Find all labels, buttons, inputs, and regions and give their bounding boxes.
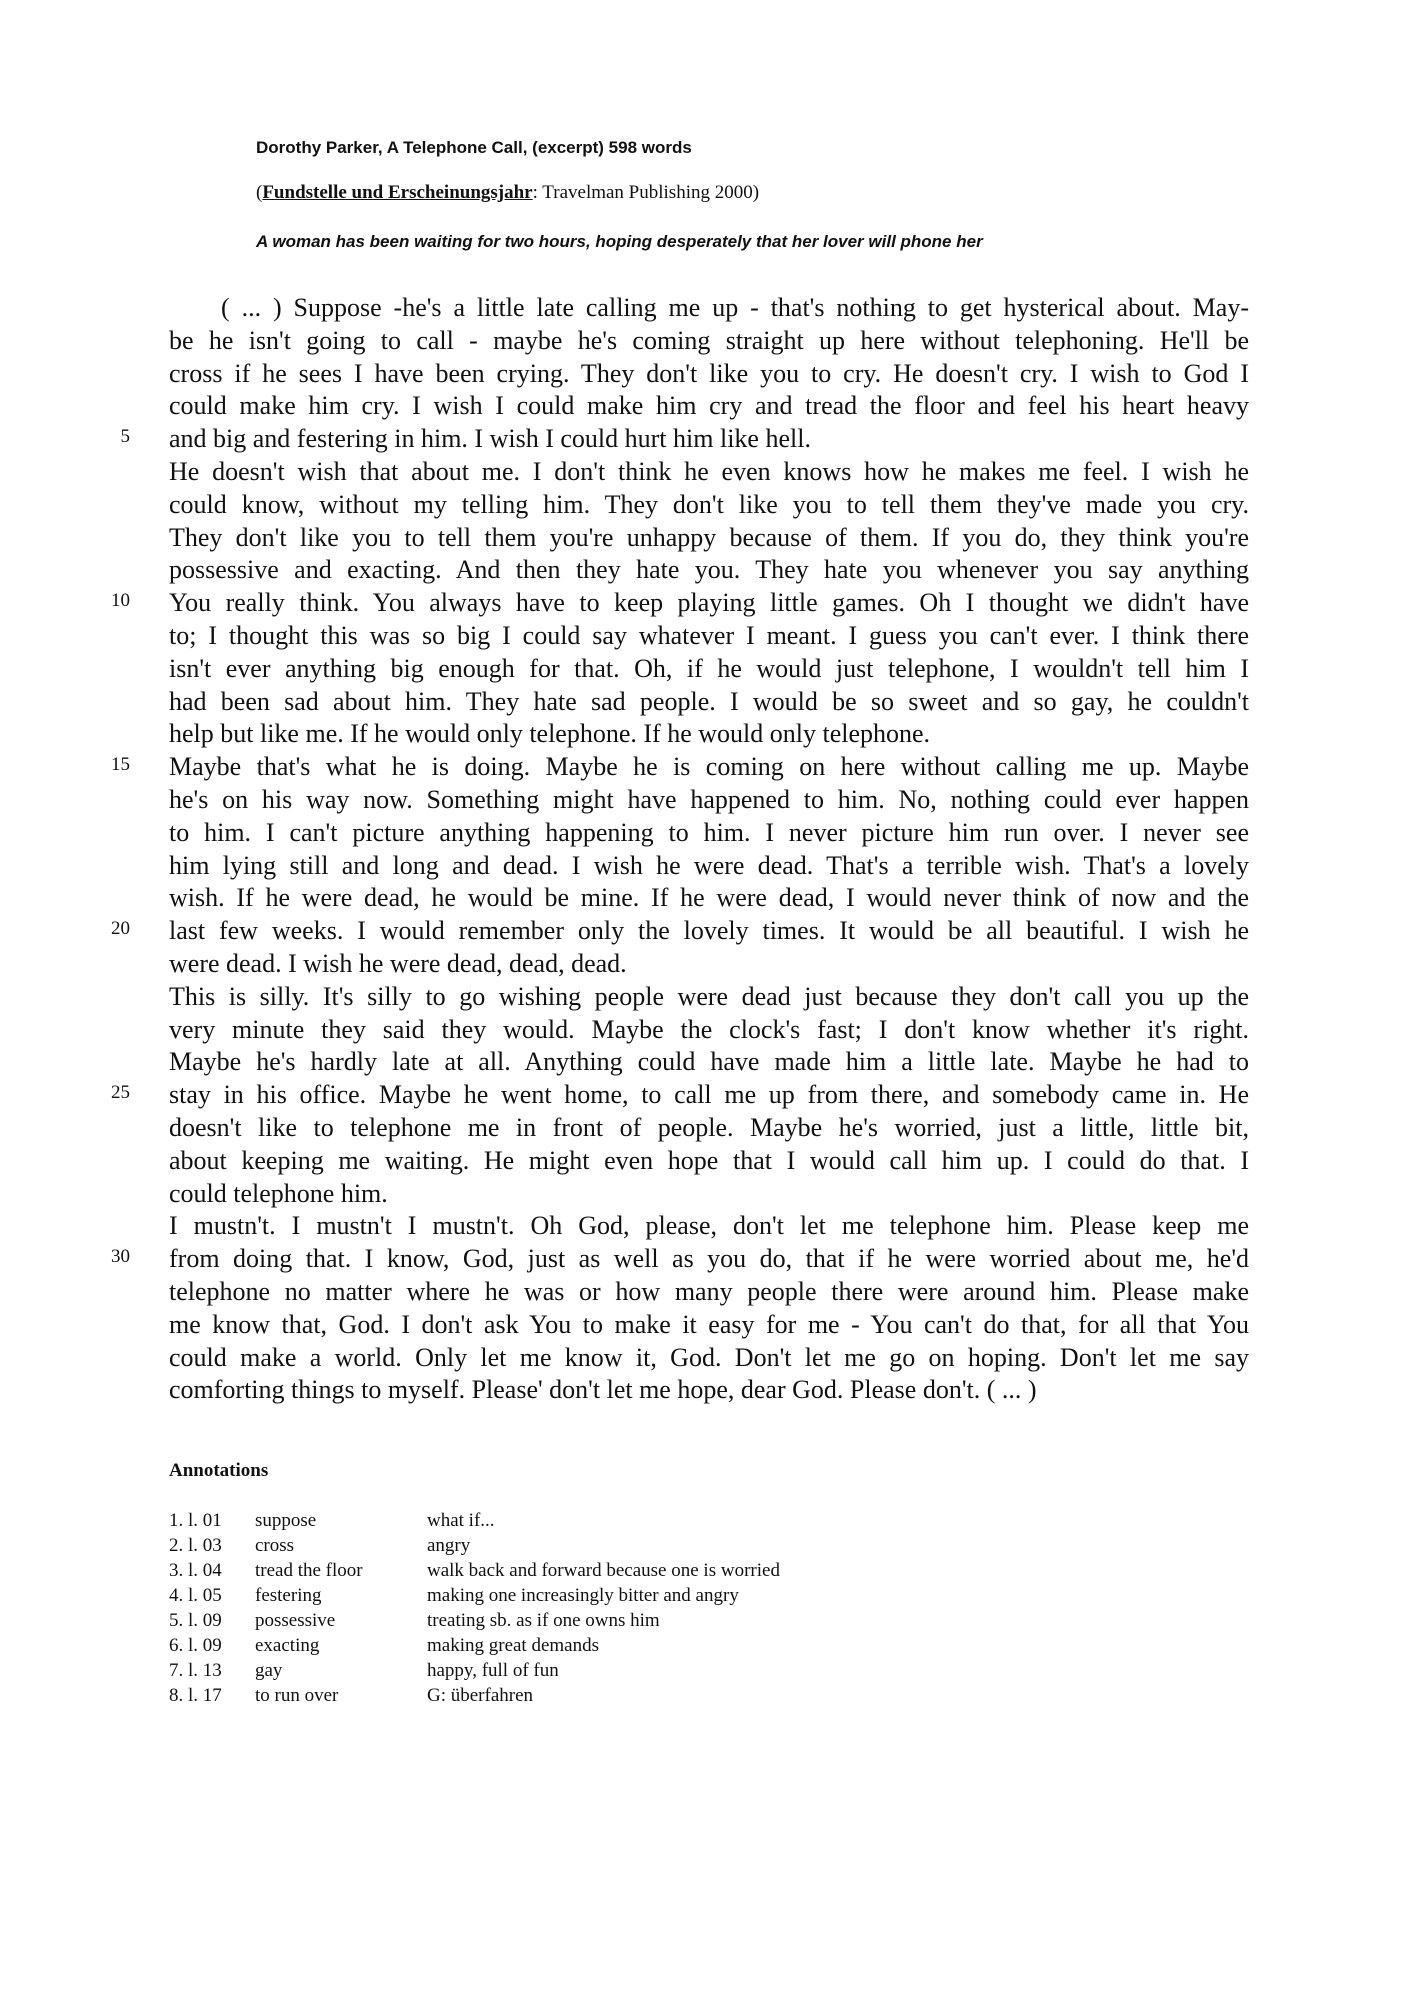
text-line: me know that, God. I don't ask You to make it easy for me - You can't do that, for all that You [169, 1309, 1249, 1339]
text-line: telephone no matter where he was or how many people there were around him. Please make [169, 1276, 1249, 1306]
annotation-meaning: walk back and forward because one is worried [427, 1560, 780, 1581]
source-label: Fundstelle und Erscheinungsjahr [262, 182, 533, 203]
annotations-table [169, 1508, 780, 1708]
text-line: had been sad about him. They hate sad people. I would be so sweet and so gay, he couldn't [169, 686, 1249, 716]
text-line: and big and festering in him. I wish I could hurt him like hell. [169, 424, 811, 454]
text-line: about keeping me waiting. He might even hope that I would call him up. I could do that. I [169, 1145, 1249, 1175]
text-line: wish. If he were dead, he would be mine. If he were dead, I would never think of now and the [169, 883, 1249, 913]
line-number: 30 [111, 1246, 130, 1267]
annotation-row [169, 1508, 780, 1533]
text-line: stay in his office. Maybe he went home, to call me up from there, and somebody came in. He [169, 1080, 1249, 1110]
annotation-term: to run over [255, 1685, 339, 1706]
source-rest: : Travelman Publishing 2000) [532, 182, 760, 203]
annotation-meaning: happy, full of fun [427, 1660, 559, 1681]
annotation-row [169, 1683, 780, 1708]
text-line: him lying still and long and dead. I wish he were dead. That's a terrible wish. That's a lovely [169, 850, 1249, 880]
annotation-ref: 2. l. 03 [169, 1535, 222, 1556]
annotation-term: suppose [255, 1510, 317, 1531]
annotation-row [169, 1633, 780, 1658]
annotations-heading: Annotations [169, 1460, 269, 1481]
annotation-term: tread the floor [255, 1560, 363, 1581]
text-line: isn't ever anything big enough for that. Oh, if he would just telephone, I wouldn't tell him I [169, 653, 1249, 683]
text-line: were dead. I wish he were dead, dead, dead. [169, 948, 627, 978]
text-line: to; I thought this was so big I could say whatever I meant. I guess you can't ever. I think there [169, 620, 1249, 650]
text-line: They don't like you to tell them you're unhappy because of them. If you do, they think you're [169, 522, 1249, 552]
line-number: 25 [111, 1082, 130, 1103]
text-line: comforting things to myself. Please' don't let me hope, dear God. Please don't. ( ... ) [169, 1375, 1037, 1405]
text-line: be he isn't going to call - maybe he's coming straight up here without telephoning. He'll be [169, 325, 1249, 355]
line-number: 20 [111, 918, 130, 939]
text-line: could know, without my telling him. They don't like you to tell them they've made you cry. [169, 489, 1249, 519]
annotation-term: cross [255, 1535, 295, 1556]
annotation-ref: 5. l. 09 [169, 1610, 222, 1631]
annotation-ref: 6. l. 09 [169, 1635, 222, 1656]
annotation-meaning: what if... [427, 1510, 495, 1531]
line-number: 15 [111, 754, 130, 775]
annotation-meaning: making great demands [427, 1635, 600, 1656]
text-line: cross if he sees I have been crying. They don't like you to cry. He doesn't cry. I wish to God I [169, 358, 1249, 388]
text-line: to him. I can't picture anything happening to him. I never picture him run over. I never see [169, 817, 1249, 847]
annotation-ref: 7. l. 13 [169, 1660, 222, 1681]
text-line: He doesn't wish that about me. I don't think he even knows how he makes me feel. I wish he [169, 456, 1249, 486]
text-line: could telephone him. [169, 1178, 388, 1208]
text-line: I mustn't. I mustn't I mustn't. Oh God, please, don't let me telephone him. Please keep me [169, 1211, 1249, 1241]
text-line: Maybe that's what he is doing. Maybe he is coming on here without calling me up. Maybe [169, 752, 1249, 782]
line-number: 5 [120, 426, 130, 447]
annotation-term: gay [255, 1660, 283, 1681]
annotation-row [169, 1558, 780, 1583]
annotation-meaning: G: überfahren [427, 1685, 534, 1706]
intro-line: A woman has been waiting for two hours, hoping desperately that her lover will phone her [256, 232, 983, 251]
text-line: very minute they said they would. Maybe the clock's fast; I don't know whether it's right. [169, 1014, 1249, 1044]
annotation-meaning: angry [427, 1535, 471, 1556]
annotation-row [169, 1533, 780, 1558]
text-line: ( ... ) Suppose -he's a little late calling me up - that's nothing to get hysterical about. May- [221, 293, 1249, 322]
annotation-row [169, 1583, 780, 1608]
annotation-meaning: making one increasingly bitter and angry [427, 1585, 739, 1606]
annotation-row [169, 1658, 780, 1683]
text-line: Maybe he's hardly late at all. Anything could have made him a little late. Maybe he had to [169, 1047, 1249, 1077]
annotation-meaning: treating sb. as if one owns him [427, 1610, 660, 1631]
annotation-ref: 1. l. 01 [169, 1510, 222, 1531]
text-line: could make a world. Only let me know it, God. Don't let me go on hoping. Don't let me say [169, 1342, 1249, 1372]
text-line: last few weeks. I would remember only the lovely times. It would be all beautiful. I wish he [169, 916, 1249, 946]
annotation-ref: 3. l. 04 [169, 1560, 222, 1581]
story-text [169, 292, 1249, 1407]
text-line: from doing that. I know, God, just as well as you do, that if he were worried about me, he'd [169, 1244, 1249, 1274]
text-line: could make him cry. I wish I could make him cry and tread the floor and feel his heart heavy [169, 391, 1249, 421]
text-line: he's on his way now. Something might have happened to him. No, nothing could ever happen [169, 784, 1249, 814]
text-line: help but like me. If he would only telephone. If he would only telephone. [169, 719, 931, 749]
annotation-ref: 4. l. 05 [169, 1585, 222, 1606]
annotation-row [169, 1608, 780, 1633]
line-number: 10 [111, 590, 130, 611]
annotation-term: festering [255, 1585, 322, 1606]
annotation-term: possessive [255, 1610, 336, 1631]
annotation-term: exacting [255, 1635, 320, 1656]
text-line: doesn't like to telephone me in front of people. Maybe he's worried, just a little, little bit, [169, 1112, 1249, 1142]
annotation-ref: 8. l. 17 [169, 1685, 222, 1706]
text-line: You really think. You always have to keep playing little games. Oh I thought we didn't have [169, 588, 1249, 618]
source-line [256, 182, 1256, 204]
document-title: Dorothy Parker, A Telephone Call, (excerpt) 598 words [256, 138, 692, 157]
text-line: possessive and exacting. And then they hate you. They hate you whenever you say anything [169, 555, 1249, 585]
text-line: This is silly. It's silly to go wishing people were dead just because they don't call you up the [169, 981, 1249, 1011]
source-open: ( [256, 182, 263, 203]
